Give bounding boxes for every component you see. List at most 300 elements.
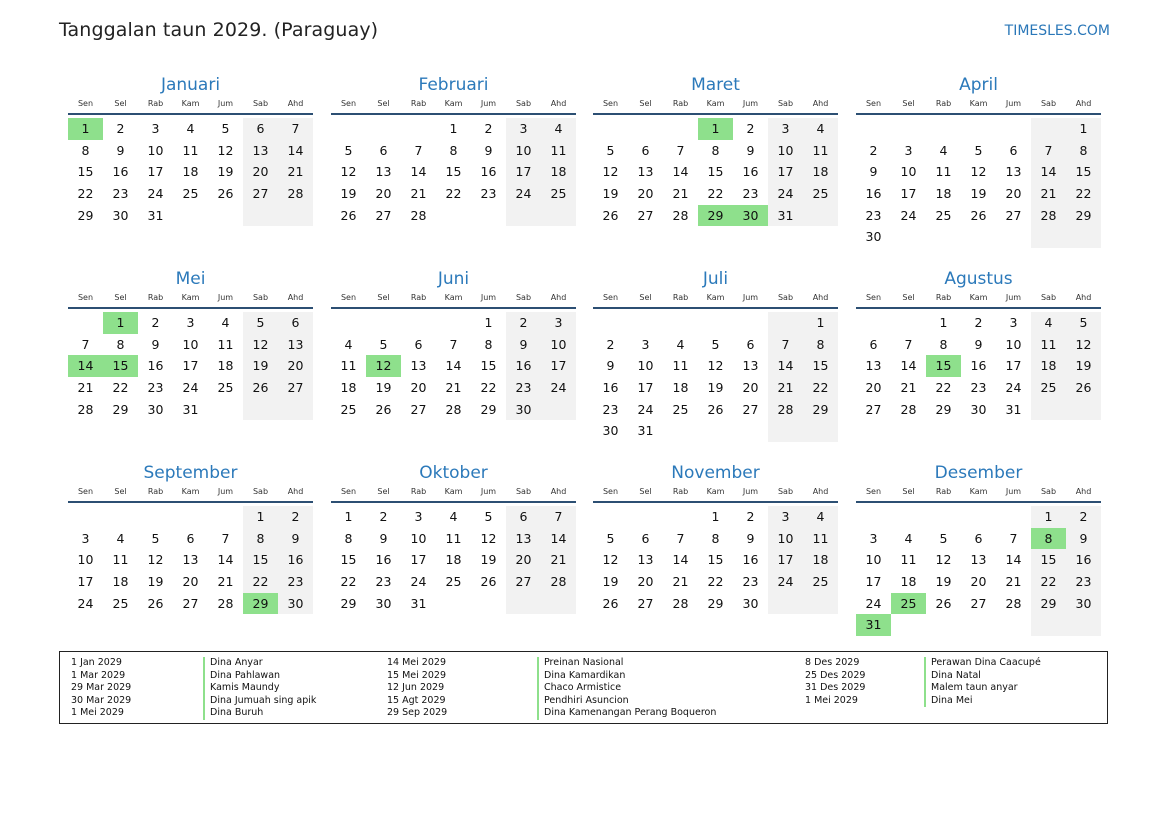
day-cell: 14 [900,358,917,374]
legend-dates-1 [71,657,131,720]
weekday-label: Sen [865,99,882,108]
day-cell: 20 [278,355,313,377]
day-cell: 4 [939,142,948,158]
day-grid [68,506,313,614]
day-cell: 15 [707,552,724,568]
weekday-label: Kam [706,99,725,108]
empty-cell [733,420,768,442]
weekday-label: Ahd [1075,293,1092,302]
day-cell: 22 [707,186,724,202]
day-cell: 13 [243,140,278,162]
day-cell: 15 [1066,161,1101,183]
day-cell: 29 [112,401,129,417]
day-cell: 23 [480,186,497,202]
day-cell: 18 [803,161,838,183]
day-cell: 23 [865,207,882,223]
empty-cell [961,614,996,636]
day-cell: 3 [768,118,803,140]
holiday-day: 29 [243,593,278,615]
empty-cell [593,118,628,140]
weekday-header [856,291,1101,309]
day-cell: 24 [865,595,882,611]
day-cell: 16 [480,164,497,180]
weekday-label: Sen [77,487,94,496]
weekday-label: Sab [252,487,269,496]
weekday-label: Sab [1040,293,1057,302]
legend-date: 8 Des 2029 [805,657,860,668]
day-cell: 26 [147,595,164,611]
day-cell: 4 [541,118,576,140]
day-cell: 29 [935,401,952,417]
empty-cell [698,312,733,334]
day-cell: 26 [970,207,987,223]
weekday-label: Sab [777,293,794,302]
day-cell: 8 [344,530,353,546]
day-cell: 13 [375,164,392,180]
empty-cell [803,420,838,442]
day-cell: 21 [445,380,462,396]
day-cell: 31 [182,401,199,417]
day-cell: 22 [707,574,724,590]
day-cell: 2 [278,506,313,528]
day-cell: 19 [602,186,619,202]
empty-cell [996,614,1031,636]
day-cell: 18 [935,186,952,202]
day-cell: 15 [340,552,357,568]
empty-cell [68,312,103,334]
day-cell: 18 [340,380,357,396]
day-cell: 10 [410,530,427,546]
weekday-label: Kam [444,293,463,302]
day-cell: 25 [803,571,838,593]
weekday-label: Sel [377,487,390,496]
day-cell: 25 [217,380,234,396]
weekday-label: Rab [410,293,427,302]
day-cell: 24 [182,380,199,396]
site-link[interactable]: TIMESLES.COM [1004,23,1110,39]
day-cell: 6 [414,336,423,352]
day-cell: 16 [742,552,759,568]
empty-cell [1031,118,1066,140]
day-cell: 16 [112,164,129,180]
empty-cell [68,506,103,528]
empty-cell [1031,399,1066,421]
day-cell: 19 [243,355,278,377]
empty-cell [278,205,313,227]
day-cell: 4 [221,315,230,330]
holiday-day: 31 [856,614,891,636]
day-cell: 22 [1031,571,1066,593]
weekday-header [331,97,576,115]
day-cell: 25 [445,574,462,590]
day-cell: 20 [506,549,541,571]
day-cell: 18 [1031,355,1066,377]
empty-cell [891,506,926,528]
day-cell: 1 [344,509,353,524]
day-cell: 11 [900,552,917,568]
weekday-label: Sel [114,293,127,302]
day-cell: 14 [410,164,427,180]
holiday-day: 29 [698,205,733,227]
day-cell: 17 [768,549,803,571]
day-cell: 6 [641,530,650,546]
holiday-day: 1 [698,118,733,140]
day-cell: 9 [379,530,388,546]
day-cell: 4 [676,336,685,352]
day-cell: 7 [1009,530,1018,546]
day-cell: 1 [484,315,493,330]
legend-dates-2 [387,657,447,720]
weekday-label: Jum [1005,99,1022,108]
day-cell: 25 [672,401,689,417]
day-cell: 6 [186,530,195,546]
weekday-header [856,485,1101,503]
day-cell: 26 [1066,377,1101,399]
day-cell: 25 [935,207,952,223]
weekday-label: Sen [340,487,357,496]
holiday-day: 1 [103,312,138,334]
legend-holiday: Pendhiri Asuncion [537,695,716,708]
day-cell: 24 [541,377,576,399]
day-cell: 22 [480,380,497,396]
empty-cell [1066,614,1101,636]
weekday-label: Kam [706,293,725,302]
day-cell: 22 [112,380,129,396]
weekday-header [68,97,313,115]
day-cell: 29 [803,399,838,421]
empty-cell [173,205,208,227]
day-cell: 24 [410,574,427,590]
weekday-label: Rab [672,293,689,302]
day-cell: 28 [672,207,689,223]
day-grid [593,118,838,226]
weekday-label: Rab [410,99,427,108]
day-cell: 20 [742,380,759,396]
legend-holiday: Dina Kamenangan Perang Boqueron [537,707,716,720]
day-cell: 27 [637,595,654,611]
day-cell: 21 [410,186,427,202]
legend-date: 1 Mei 2029 [71,707,124,719]
weekday-label: Sel [639,99,652,108]
day-cell: 3 [904,142,913,158]
day-cell: 8 [711,142,720,158]
day-cell: 18 [900,574,917,590]
legend-names-2 [537,657,716,720]
day-cell: 13 [637,552,654,568]
weekday-label: Sel [114,99,127,108]
day-cell: 13 [278,334,313,356]
legend-holiday: Chaco Armistice [537,682,716,695]
empty-cell [1031,226,1066,248]
weekday-label: Sen [340,293,357,302]
day-cell: 13 [637,164,654,180]
weekday-label: Rab [935,99,952,108]
day-cell: 6 [746,336,755,352]
day-cell: 9 [1066,528,1101,550]
day-cell: 7 [676,142,685,158]
weekday-label: Sen [77,99,94,108]
weekday-label: Sab [777,487,794,496]
day-grid [593,506,838,614]
weekday-label: Sen [77,293,94,302]
day-cell: 8 [484,336,493,352]
day-cell: 27 [375,207,392,223]
day-cell: 14 [1005,552,1022,568]
day-cell: 5 [974,142,983,158]
day-cell: 19 [970,186,987,202]
day-cell: 20 [970,574,987,590]
day-cell: 21 [1031,183,1066,205]
day-cell: 12 [340,164,357,180]
day-cell: 15 [445,164,462,180]
holiday-day: 15 [103,355,138,377]
weekday-header [68,485,313,503]
day-cell: 22 [243,571,278,593]
day-cell: 28 [672,595,689,611]
weekday-label: Ahd [812,487,829,496]
day-cell: 24 [900,207,917,223]
day-cell: 31 [768,205,803,227]
day-cell: 6 [1009,142,1018,158]
legend-date: 25 Des 2029 [805,669,866,681]
day-cell: 23 [970,380,987,396]
day-cell: 9 [278,528,313,550]
empty-cell [856,506,891,528]
day-cell: 17 [77,574,94,590]
day-cell: 18 [541,161,576,183]
day-cell: 23 [506,377,541,399]
day-cell: 14 [445,358,462,374]
day-cell: 31 [637,423,654,439]
day-cell: 14 [672,552,689,568]
empty-cell [436,312,471,334]
empty-cell [768,312,803,334]
day-cell: 30 [970,401,987,417]
weekday-label: Rab [147,487,164,496]
day-cell: 20 [637,574,654,590]
day-cell: 27 [410,401,427,417]
weekday-label: Jum [480,293,497,302]
weekday-label: Jum [742,487,759,496]
day-cell: 7 [676,530,685,546]
day-cell: 22 [445,186,462,202]
day-cell: 26 [217,186,234,202]
day-grid [68,312,313,420]
weekday-label: Sel [639,293,652,302]
day-cell: 28 [77,401,94,417]
day-cell: 17 [1005,358,1022,374]
day-cell: 3 [81,530,90,546]
day-cell: 20 [243,161,278,183]
day-cell: 16 [278,549,313,571]
empty-cell [803,205,838,227]
day-cell: 18 [672,380,689,396]
day-cell: 25 [340,401,357,417]
empty-cell [768,593,803,615]
day-cell: 11 [112,552,129,568]
day-cell: 24 [77,595,94,611]
legend-holiday: Dina Pahlawan [203,670,316,683]
weekday-label: Sel [902,293,915,302]
empty-cell [996,226,1031,248]
day-cell: 2 [506,312,541,334]
day-cell: 19 [217,164,234,180]
day-cell: 1 [243,506,278,528]
day-cell: 17 [637,380,654,396]
legend-date: 14 Mei 2029 [387,657,446,668]
empty-cell [856,118,891,140]
weekday-label: Sel [639,487,652,496]
weekday-label: Ahd [1075,487,1092,496]
legend-holiday: Dina Natal [924,670,1041,683]
day-cell: 2 [379,509,388,524]
day-cell: 18 [803,549,838,571]
day-cell: 31 [410,595,427,611]
empty-cell [891,118,926,140]
day-cell: 7 [904,336,913,352]
day-cell: 31 [147,207,164,223]
day-cell: 22 [77,186,94,202]
weekday-label: Jum [480,99,497,108]
day-cell: 17 [410,552,427,568]
day-cell: 15 [1031,549,1066,571]
day-cell: 27 [1005,207,1022,223]
day-cell: 25 [182,186,199,202]
legend-names-3 [924,657,1041,707]
day-cell: 28 [217,595,234,611]
empty-cell [698,420,733,442]
day-cell: 15 [480,358,497,374]
day-cell: 4 [803,118,838,140]
weekday-label: Rab [672,487,689,496]
legend-date: 31 Des 2029 [805,682,866,694]
legend-date: 30 Mar 2029 [71,694,132,706]
day-cell: 16 [602,380,619,396]
day-cell: 10 [1005,336,1022,352]
day-cell: 5 [484,509,493,524]
day-cell: 29 [480,401,497,417]
day-cell: 3 [541,312,576,334]
day-cell: 27 [278,377,313,399]
day-cell: 5 [344,142,353,158]
day-cell: 12 [935,552,952,568]
legend-holiday: Malem taun anyar [924,682,1041,695]
day-cell: 8 [803,334,838,356]
legend-holiday: Dina Anyar [203,657,316,670]
day-cell: 23 [375,574,392,590]
day-cell: 12 [602,164,619,180]
weekday-label: Jum [1005,293,1022,302]
weekday-header [856,97,1101,115]
day-cell: 26 [480,574,497,590]
weekday-header [593,97,838,115]
day-cell: 18 [182,164,199,180]
weekday-label: Kam [444,99,463,108]
legend-names-1 [203,657,316,720]
empty-cell [331,312,366,334]
day-cell: 14 [1031,161,1066,183]
empty-cell [926,226,961,248]
day-cell: 5 [711,336,720,352]
empty-cell [926,614,961,636]
empty-cell [471,205,506,227]
day-cell: 15 [707,164,724,180]
empty-cell [138,506,173,528]
day-cell: 16 [506,355,541,377]
day-cell: 30 [742,595,759,611]
day-cell: 7 [81,336,90,352]
day-cell: 28 [541,571,576,593]
weekday-header [593,485,838,503]
day-cell: 14 [768,355,803,377]
day-grid [856,312,1101,420]
day-cell: 11 [935,164,952,180]
weekday-label: Ahd [287,293,304,302]
day-cell: 19 [1066,355,1101,377]
legend-date: 1 Mar 2029 [71,669,126,681]
day-cell: 15 [803,355,838,377]
legend-date: 29 Sep 2029 [387,707,448,719]
weekday-label: Kam [969,99,988,108]
day-cell: 28 [278,183,313,205]
legend-date: 29 Mar 2029 [71,682,132,694]
weekday-label: Rab [935,293,952,302]
empty-cell [891,226,926,248]
legend-date: 15 Agt 2029 [387,694,446,706]
day-cell: 4 [1031,312,1066,334]
day-cell: 9 [974,336,983,352]
month-september [68,462,313,614]
day-cell: 26 [602,207,619,223]
empty-cell [278,399,313,421]
day-cell: 7 [449,336,458,352]
weekday-label: Kam [444,487,463,496]
day-cell: 21 [77,380,94,396]
day-cell: 19 [935,574,952,590]
empty-cell [173,506,208,528]
day-cell: 10 [865,552,882,568]
weekday-label: Ahd [812,99,829,108]
weekday-label: Jum [217,487,234,496]
day-cell: 24 [637,401,654,417]
weekday-label: Sel [377,99,390,108]
weekday-label: Rab [147,293,164,302]
day-cell: 30 [865,229,882,245]
empty-cell [471,593,506,615]
day-cell: 19 [707,380,724,396]
day-cell: 6 [379,142,388,158]
day-cell: 22 [935,380,952,396]
day-cell: 11 [340,358,357,374]
day-cell: 12 [707,358,724,374]
day-grid [331,118,576,226]
day-cell: 28 [410,207,427,223]
empty-cell [856,312,891,334]
day-cell: 12 [970,164,987,180]
weekday-header [593,291,838,309]
day-cell: 12 [480,530,497,546]
day-cell: 29 [340,595,357,611]
day-cell: 26 [375,401,392,417]
day-cell: 1 [803,312,838,334]
day-cell: 2 [116,121,125,136]
day-cell: 2 [606,336,615,352]
day-cell: 25 [1031,377,1066,399]
day-cell: 28 [1031,205,1066,227]
day-cell: 29 [1031,593,1066,615]
day-cell: 6 [641,142,650,158]
weekday-label: Rab [147,99,164,108]
